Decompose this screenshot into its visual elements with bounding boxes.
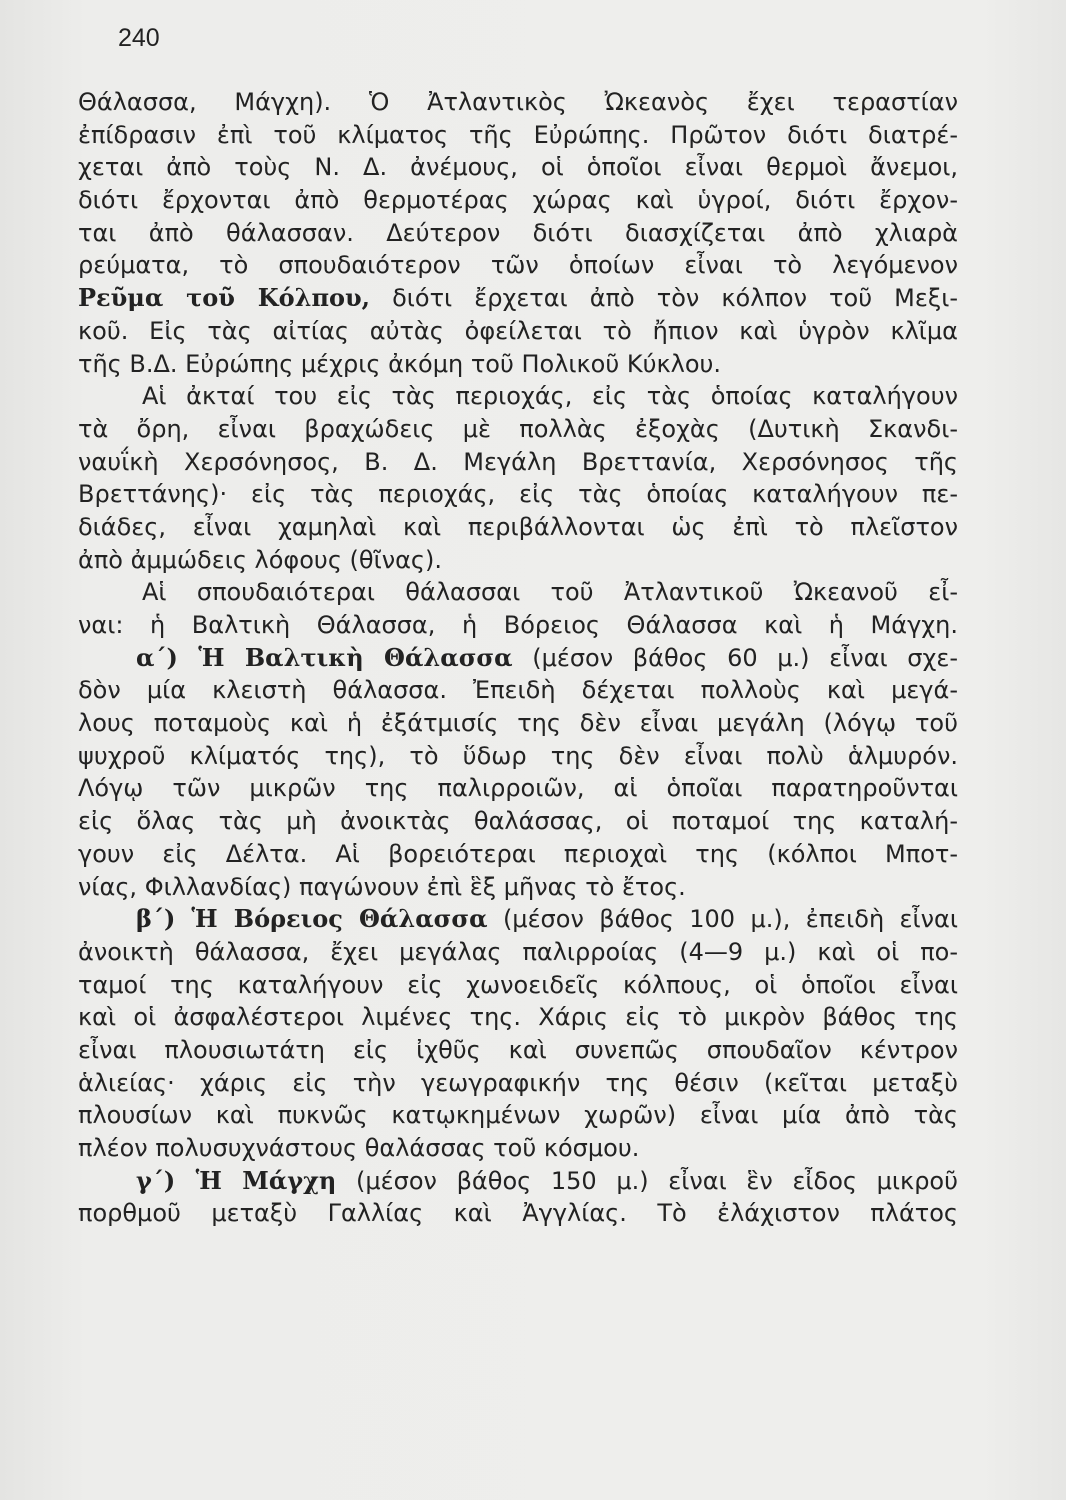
text-line [78, 805, 958, 838]
text-line [78, 772, 958, 805]
bold-heading: γ΄) Ἡ Μάγχη [136, 1165, 337, 1195]
text-line [78, 1165, 958, 1198]
line-text: πλέον πολυσυχνάστους θαλάσσας τοῦ κόσμου. [78, 1134, 640, 1162]
text-line [78, 511, 958, 544]
line-text: κοῦ. Εἰς τὰς αἰτίας αὐτὰς ὀφείλεται τὸ ἤπιον καὶ ὑγρὸν κλῖμα [78, 316, 958, 345]
line-text: (μέσον βάθος 60 μ.) εἶναι σχε- [512, 643, 959, 672]
line-text: ἀπὸ ἀμμώδεις λόφους (θῖνας). [78, 545, 443, 574]
line-text: λους ποταμοὺς καὶ ἡ ἐξάτμισίς της δὲν εἶναι μεγάλη (λόγῳ τοῦ [78, 709, 958, 738]
line-text: ἀνοικτὴ θάλασσα, ἔχει μεγάλας παλιρροίας (4—9 μ.) καὶ οἱ πο- [78, 937, 958, 966]
text-line [78, 903, 958, 936]
line-text: ναι: ἡ Βαλτικὴ Θάλασσα, ἡ Βόρειος Θάλασσα καὶ ἡ Μάγχη. [78, 611, 958, 639]
text-line [78, 1099, 958, 1132]
line-text: πορθμοῦ μεταξὺ Γαλλίας καὶ Ἀγγλίας. Τὸ ἐλάχιστον πλάτος [78, 1199, 958, 1228]
line-text: ρεύματα, τὸ σπουδαιότερον τῶν ὁποίων εἶναι τὸ λεγόμενον [78, 251, 958, 280]
text-line [78, 1034, 958, 1067]
text-line [78, 282, 958, 315]
text-line [78, 609, 958, 642]
line-text: εἶναι πλουσιωτάτη εἰς ἰχθῦς καὶ συνεπῶς σπουδαῖον κέντρον [78, 1035, 958, 1064]
line-text: ται ἀπὸ θάλασσαν. Δεύτερον διότι διασχίζεται ἀπὸ χλιαρὰ [78, 218, 958, 247]
line-text: νίας, Φιλλανδίας) παγώνουν ἐπὶ ἓξ μῆνας τὸ ἔτος. [78, 872, 686, 901]
line-text: ἐπίδρασιν ἐπὶ τοῦ κλίματος τῆς Εὐρώπης. Πρῶτον διότι διατρέ- [78, 120, 958, 149]
text-line [78, 1132, 958, 1165]
line-text: ἁλιείας· χάρις εἰς τὴν γεωγραφικήν της θέσιν (κεῖται μεταξὺ [78, 1068, 958, 1097]
text-line [78, 151, 958, 184]
line-text: ψυχροῦ κλίματός της), τὸ ὕδωρ της δὲν εἶναι πολὺ ἁλμυρόν. [78, 741, 958, 770]
text-line [78, 642, 958, 675]
text-line [78, 871, 958, 904]
line-text: τὰ ὄρη, εἶναι βραχώδεις μὲ πολλὰς ἐξοχὰς (Δυτικὴ Σκανδι- [78, 414, 958, 443]
line-text: Αἱ ἀκταί του εἰς τὰς περιοχάς, εἰς τὰς ὁποίας καταλήγουν [142, 382, 958, 411]
text-line [78, 478, 958, 511]
line-text: δὸν μία κλειστὴ θάλασσα. Ἐπειδὴ δέχεται πολλοὺς καὶ μεγά- [78, 676, 958, 705]
text-line [78, 1067, 958, 1100]
text-line [78, 315, 958, 348]
line-text: γουν εἰς Δέλτα. Αἱ βορειότεραι περιοχαὶ της (κόλποι Μποτ- [78, 839, 958, 868]
text-line [78, 413, 958, 446]
line-text: χεται ἀπὸ τοὺς Ν. Δ. ἀνέμους, οἱ ὁποῖοι εἶναι θερμοὶ ἄνεμοι, [78, 153, 958, 182]
line-text: Αἱ σπουδαιότεραι θάλασσαι τοῦ Ἀτλαντικοῦ Ὠκεανοῦ εἶ- [142, 578, 958, 607]
text-line [78, 86, 958, 119]
line-text: ταμοί της καταλήγουν εἰς χωνοειδεῖς κόλπους, οἱ ὁποῖοι εἶναι [78, 970, 958, 999]
text-line [78, 1197, 958, 1230]
text-line [78, 969, 958, 1002]
text-line [78, 674, 958, 707]
line-text: Λόγῳ τῶν μικρῶν της παλιρροιῶν, αἱ ὁποῖαι παρατηροῦνται [78, 774, 958, 803]
text-line [78, 838, 958, 871]
line-text: Βρεττάνης)· εἰς τὰς περιοχάς, εἰς τὰς ὁποίας καταλήγουν πε- [78, 480, 958, 509]
page-number: 240 [118, 24, 160, 52]
text-line [78, 348, 958, 381]
line-text: διότι ἔρχονται ἀπὸ θερμοτέρας χώρας καὶ ὑγροί, διότι ἔρχον- [78, 186, 958, 215]
text-line [78, 1001, 958, 1034]
line-text: (μέσον βάθος 150 μ.) εἶναι ἓν εἶδος μικροῦ [336, 1166, 958, 1195]
line-text: ναυΐκὴ Χερσόνησος, Β. Δ. Μεγάλη Βρεττανία, Χερσόνησος τῆς [78, 447, 958, 476]
text-line [78, 184, 958, 217]
bold-heading: Ρεῦμα τοῦ Κόλπου, [78, 283, 371, 313]
text-line [78, 119, 958, 152]
line-text: Θάλασσα, Μάγχη). Ὁ Ἀτλαντικὸς Ὠκεανὸς ἔχει τεραστίαν [78, 88, 958, 116]
text-line [78, 707, 958, 740]
text-line [78, 380, 958, 413]
text-line [78, 544, 958, 577]
bold-heading: β΄) Ἡ Βόρειος Θάλασσα [136, 904, 488, 934]
text-line [78, 936, 958, 969]
line-text: καὶ οἱ ἀσφαλέστεροι λιμένες της. Χάρις εἰς τὸ μικρὸν βάθος της [78, 1003, 958, 1032]
line-text: διότι ἔρχεται ἀπὸ τὸν κόλπον τοῦ Μεξι- [370, 284, 958, 313]
line-text: πλουσίων καὶ πυκνῶς κατῳκημένων χωρῶν) εἶναι μία ἀπὸ τὰς [78, 1101, 958, 1130]
text-line [78, 249, 958, 282]
body-text [78, 86, 958, 1230]
text-line [78, 740, 958, 773]
text-line [78, 576, 958, 609]
text-line [78, 446, 958, 479]
line-text: (μέσον βάθος 100 μ.), ἐπειδὴ εἶναι [487, 905, 958, 934]
line-text: εἰς ὅλας τὰς μὴ ἀνοικτὰς θαλάσσας, οἱ ποταμοί της καταλή- [78, 807, 958, 836]
text-line [78, 217, 958, 250]
line-text: διάδες, εἶναι χαμηλαὶ καὶ περιβάλλονται ὡς ἐπὶ τὸ πλεῖστον [78, 512, 958, 541]
line-text: τῆς Β.Δ. Εὐρώπης μέχρις ἀκόμη τοῦ Πολικοῦ Κύκλου. [78, 349, 722, 378]
bold-heading: α΄) Ἡ Βαλτικὴ Θάλασσα [136, 642, 513, 672]
